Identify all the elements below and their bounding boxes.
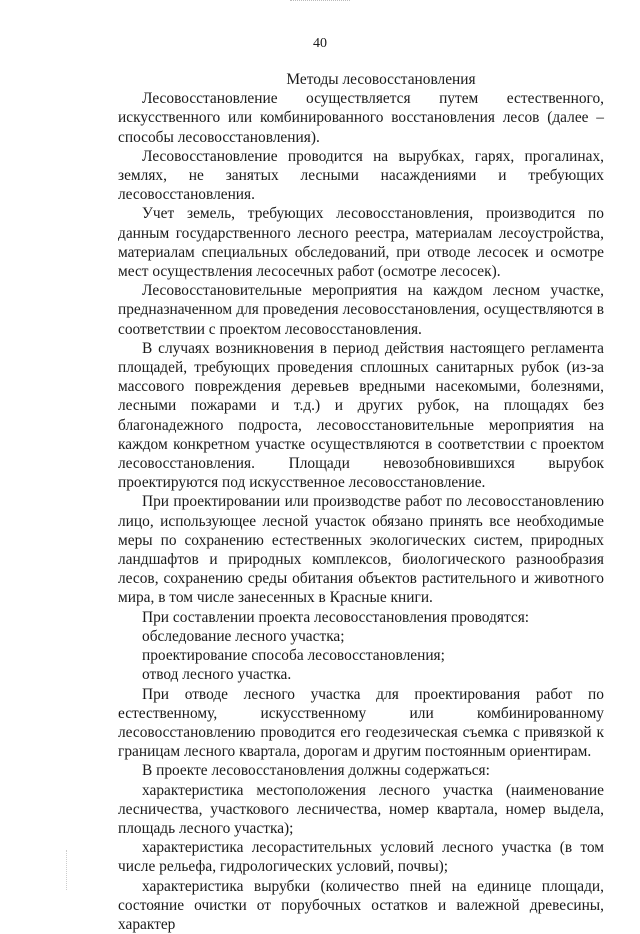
paragraph: Лесовосстановительные мероприятия на каждом лесном участке, предназначенном для проведения лесовосстановления, осуществляются в соответствии с проектом лесовосстановления.	[118, 282, 604, 338]
list-item: характеристика вырубки (количество пней на единице площади, состояние очистки от порубочных остатков и валежной древесины, характер	[118, 877, 604, 933]
paragraph: Лесовосстановление осуществляется путем естественного, искусственного или комбинированного восстановления лесов (далее – способы лесовосстановления).	[118, 90, 604, 146]
page-number: 40	[313, 36, 327, 51]
list-item: проектирование способа лесовосстановления;	[142, 647, 445, 665]
scan-artifact	[66, 850, 68, 890]
paragraph: В случаях возникновения в период действия настоящего регламента площадей, требующих проведения сплошных санитарных рубок (из-за массового повреждения деревьев вредными насекомыми, болезнями, лесными пожарами и т.д.) и других рубок, на площадях без благонадежного подроста, лесовосстановительные мероприятия на каждом конкретном участке осуществляются в соответствии с проектом лесовосстановления. Площади невозобновившихся вырубок проектируются под искусственное лесовосстановление.	[118, 339, 604, 492]
paragraph: Лесовосстановление проводится на вырубках, гарях, прогалинах, землях, не занятых лесными насаждениями и требующих лесовосстановления.	[118, 147, 604, 204]
list-item: характеристика местоположения лесного участка (наименование лесничества, участкового лесничества, номер квартала, номер выдела, площадь лесного участка);	[118, 781, 604, 837]
paragraph: В проекте лесовосстановления должны содержаться:	[142, 762, 490, 780]
document-body	[118, 70, 604, 934]
paragraph: При отводе лесного участка для проектирования работ по естественному, искусственному или комбинированному лесовосстановлению проводится его геодезическая съемка с привязкой к границам лесного квартала, дорогам и другим постоянным ориентирам.	[118, 685, 604, 761]
paragraph: При проектировании или производстве работ по лесовосстановлению лицо, использующее лесной участок обязано принять все необходимые меры по сохранению естественных экологических систем, природных ландшафтов и природных комплексов, биологического разнообразия лесов, сохранению среды обитания объектов растительного и животного мира, в том числе занесенных в Красные книги.	[118, 493, 604, 607]
section-heading: Методы лесовосстановления	[286, 71, 476, 88]
list-item: обследование лесного участка;	[142, 627, 345, 645]
paragraph: Учет земель, требующих лесовосстановления, производится по данным государственного лесного реестра, материалам лесоустройства, материалам специальных обследований, при отводе лесосек и осмотре мест осуществления лесосечных работ (осмотре лесосек).	[118, 205, 604, 281]
scan-artifact	[290, 0, 350, 3]
list-item: отвод лесного участка.	[142, 666, 292, 684]
list-item: характеристика лесорастительных условий лесного участка (в том числе рельефа, гидрологических условий, почвы);	[118, 839, 604, 876]
paragraph: При составлении проекта лесовосстановления проводятся:	[142, 608, 530, 626]
